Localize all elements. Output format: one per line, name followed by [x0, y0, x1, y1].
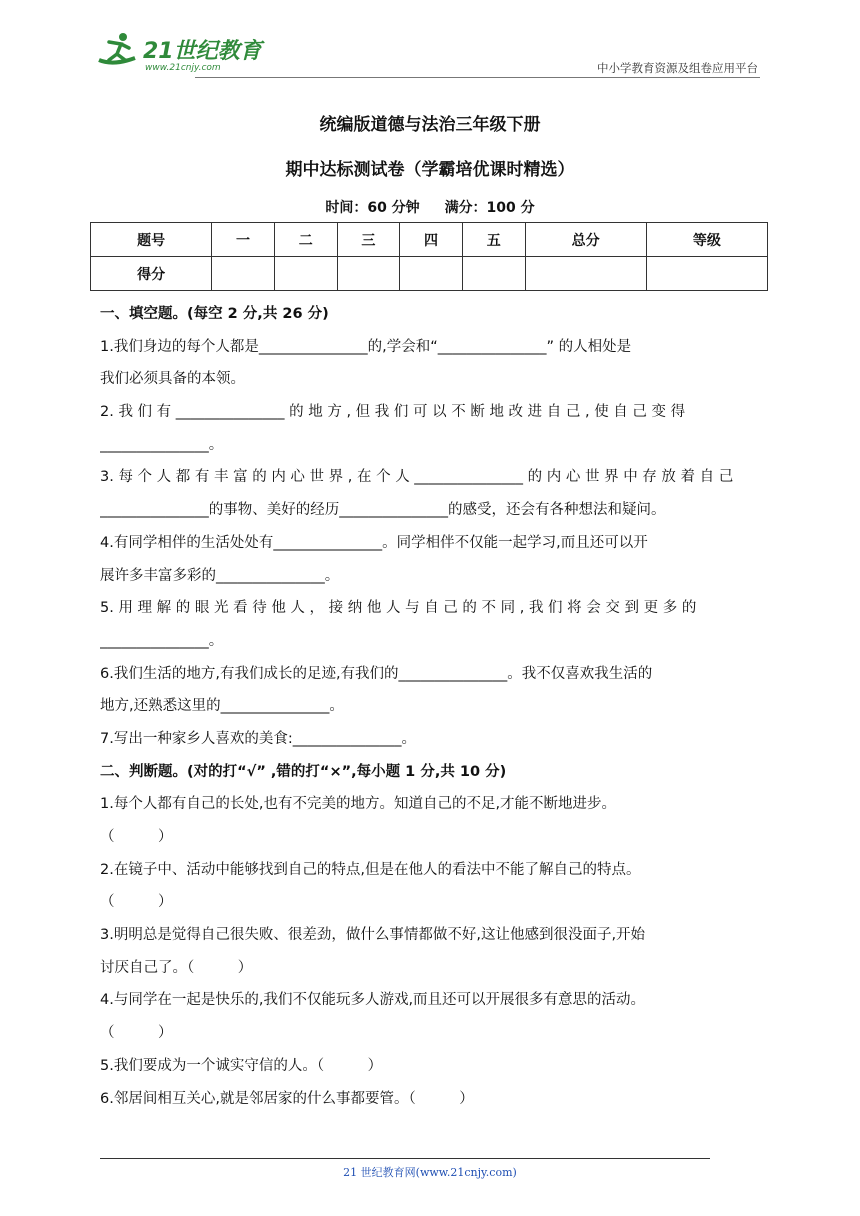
question-line: 6.我们生活的地方,有我们成长的足迹,有我们的_______________。我不仅喜欢我生活的	[100, 665, 653, 682]
score-header-cell: 四	[400, 223, 463, 257]
question-content	[100, 298, 762, 1115]
score-cell[interactable]	[525, 257, 646, 291]
score-header-cell: 三	[337, 223, 400, 257]
footer-divider	[100, 1158, 710, 1159]
question-line: 地方,还熟悉这里的_______________。	[100, 698, 344, 715]
question-line: 5. 用 理 解 的 眼 光 看 待 他 人 ， 接 纳 他 人 与 自 己 的 不 同 , 我 们 将 会 交 到 更 多 的	[100, 600, 697, 617]
score-cell[interactable]	[212, 257, 275, 291]
score-cell[interactable]	[337, 257, 400, 291]
question-line: _______________。	[100, 436, 224, 453]
page-header	[95, 26, 760, 78]
score-header-cell: 五	[462, 223, 525, 257]
question-line: 展许多丰富多彩的_______________。	[100, 567, 340, 584]
question-line: 1.每个人都有自己的长处,也有不完美的地方。知道自己的不足,才能不断地进步。	[100, 796, 617, 813]
score-table-header-row	[91, 223, 768, 257]
score-cell[interactable]	[646, 257, 767, 291]
logo-url: www.21cnjy.com	[145, 63, 221, 73]
question-line: 1.我们身边的每个人都是_______________的,学会和“_______________” 的人相处是	[100, 338, 632, 355]
question-line: 3.明明总是觉得自己很失败、很差劲，做什么事情都做不好,这让他感到很没面子,开始	[100, 927, 646, 944]
title-line2: 期中达标测试卷（学霸培优课时精选）	[285, 160, 575, 180]
answer-bracket: （ ）	[100, 894, 173, 911]
answer-bracket: （ ）	[100, 1025, 173, 1042]
logo-text: 21世纪教育	[143, 39, 262, 64]
exam-full-score: 满分：100 分	[444, 200, 535, 216]
question-line: _______________。	[100, 632, 224, 649]
question-line: 讨厌自己了。（ ）	[100, 959, 253, 976]
question-line: 2.在镜子中、活动中能够找到自己的特点,但是在他人的看法中不能了解自己的特点。	[100, 861, 641, 878]
question-line: 4.与同学在一起是快乐的,我们不仅能玩多人游戏,而且还可以开展很多有意思的活动。	[100, 992, 646, 1009]
question-line: _______________的事物、美好的经历_______________的感受，还会有各种想法和疑问。	[100, 502, 666, 519]
footer-text: 21 世纪教育网(www.21cnjy.com)	[343, 1166, 517, 1179]
question-line: 3. 每 个 人 都 有 丰 富 的 内 心 世 界 , 在 个 人 _______________ 的 内 心 世 界 中 存 放 着 自 己	[100, 469, 734, 486]
score-table	[90, 222, 768, 291]
score-row-label: 得分	[91, 257, 212, 291]
exam-time: 时间：60 分钟	[325, 200, 420, 216]
question-line: 5.我们要成为一个诚实守信的人。（ ）	[100, 1057, 383, 1074]
question-line: 6.邻居间相互关心,就是邻居家的什么事都要管。（ ）	[100, 1090, 474, 1107]
exam-meta	[0, 197, 860, 217]
question-line: 7.写出一种家乡人喜欢的美食:_______________。	[100, 730, 416, 747]
title-line1: 统编版道德与法治三年级下册	[319, 115, 541, 135]
runner-logo-icon	[95, 30, 141, 74]
score-cell[interactable]	[400, 257, 463, 291]
section-heading-fill: 一、填空题。(每空 2 分,共 26 分)	[100, 306, 329, 322]
score-header-cell: 二	[274, 223, 337, 257]
logo	[95, 26, 265, 78]
platform-name: 中小学教育资源及组卷应用平台	[597, 61, 758, 75]
header-divider	[195, 77, 760, 78]
score-cell[interactable]	[462, 257, 525, 291]
score-header-cell: 题号	[91, 223, 212, 257]
score-cell[interactable]	[274, 257, 337, 291]
score-header-cell: 一	[212, 223, 275, 257]
question-line: 我们必须具备的本领。	[100, 371, 245, 388]
section-heading-judge: 二、判断题。(对的打“√” ,错的打“×”,每小题 1 分,共 10 分)	[100, 763, 507, 780]
score-table-score-row	[91, 257, 768, 291]
question-line: 2. 我 们 有 _______________ 的 地 方 , 但 我 们 可 以 不 断 地 改 进 自 己 , 使 自 己 变 得	[100, 404, 686, 421]
score-header-cell: 等级	[646, 223, 767, 257]
question-line: 4.有同学相伴的生活处处有_______________。同学相伴不仅能一起学习,而且还可以开	[100, 534, 648, 551]
score-header-cell: 总分	[525, 223, 646, 257]
answer-bracket: （ ）	[100, 829, 173, 845]
